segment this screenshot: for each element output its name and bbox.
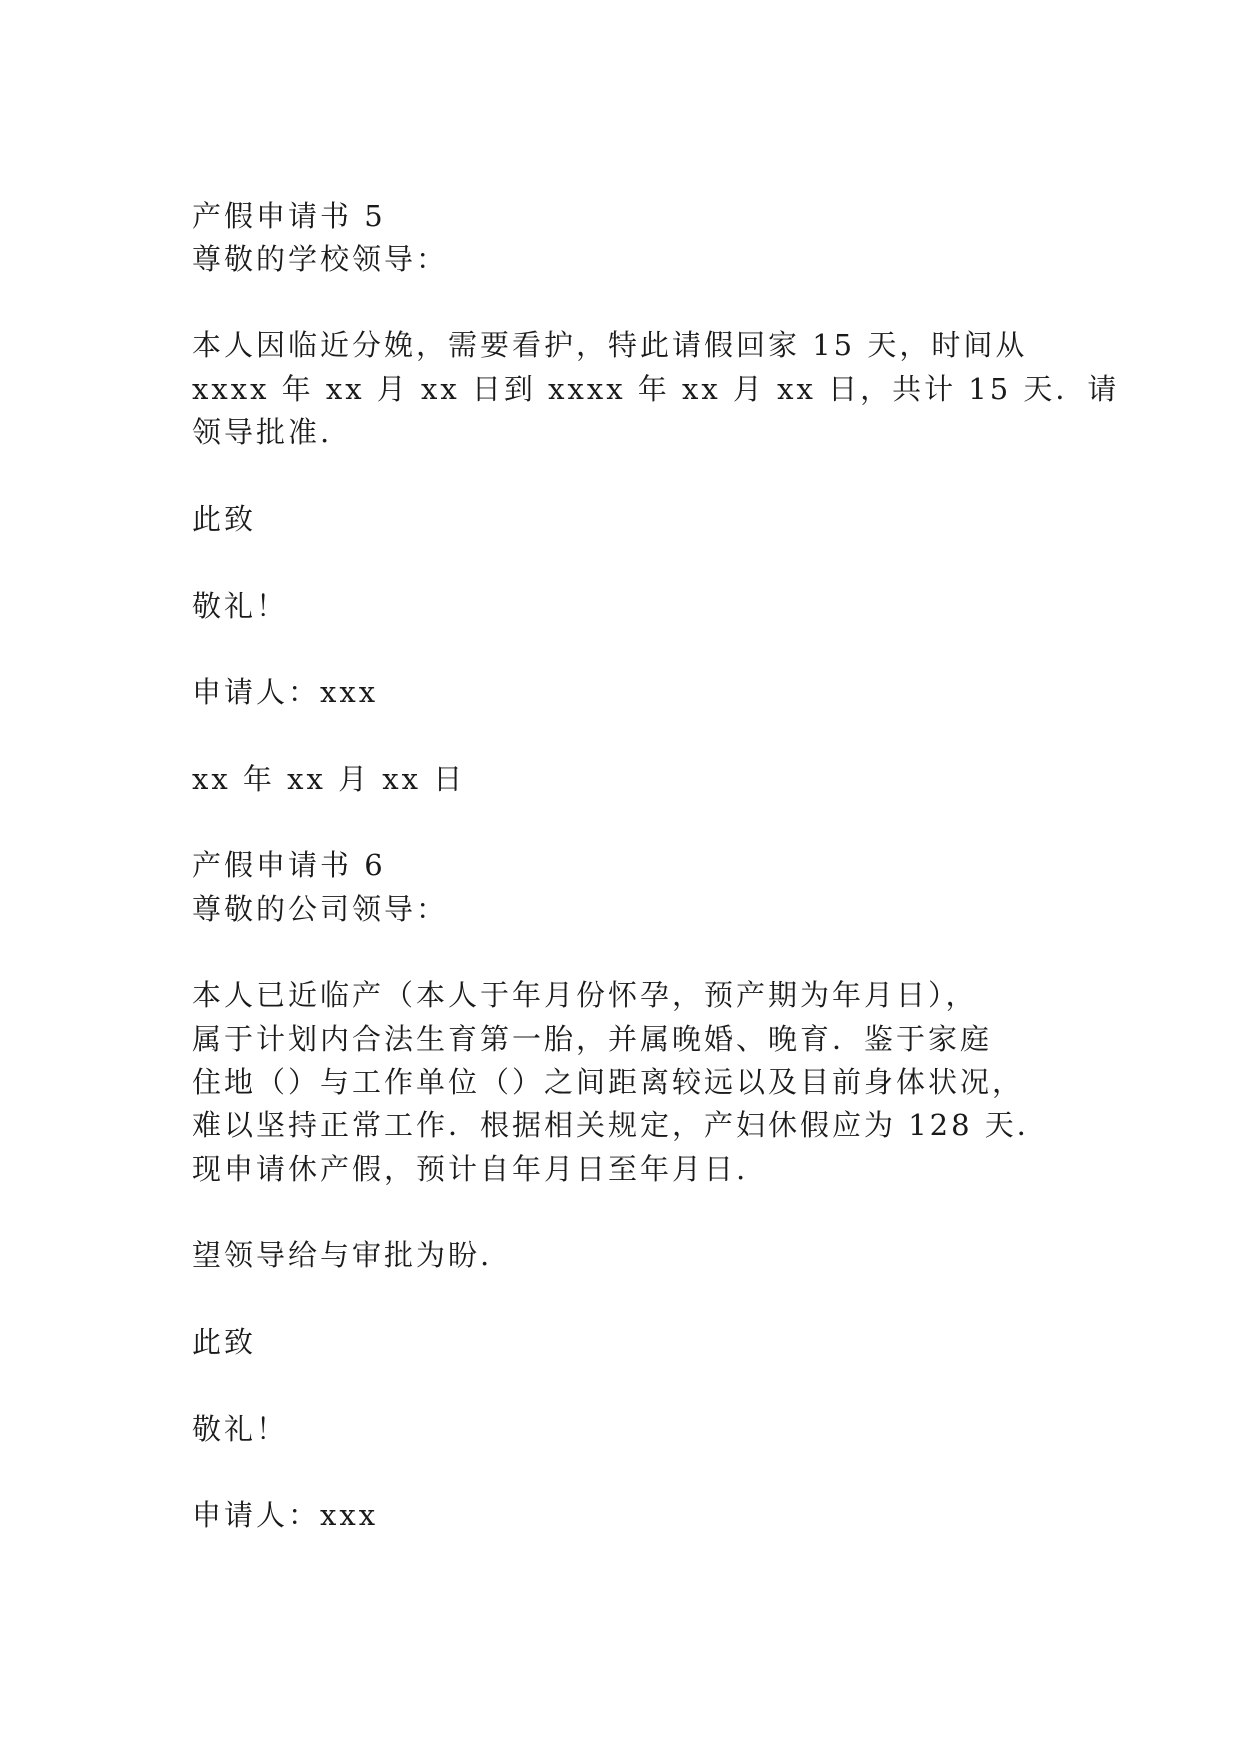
section5-body-line-3: 领导批准. xyxy=(192,415,333,449)
section6-body-line-5: 现申请休产假，预计自年月日至年月日. xyxy=(192,1152,749,1186)
section6-body-line-1: 本人已近临产（本人于年月份怀孕，预产期为年月日）， xyxy=(192,978,978,1012)
section6-body-line-3: 住地（）与工作单位（）之间距离较远以及目前身体状况， xyxy=(192,1065,1025,1099)
section5-body-line-1: 本人因临近分娩，需要看护，特此请假回家 15 天，时间从 xyxy=(192,328,1028,362)
section5-date: xx 年 xx 月 xx 日 xyxy=(192,762,466,796)
section5-title: 产假申请书 5 xyxy=(192,199,386,233)
section6-title: 产假申请书 6 xyxy=(192,848,386,882)
section6-body-line-2: 属于计划内合法生育第一胎，并属晚婚、晚育．鉴于家庭 xyxy=(192,1022,993,1056)
section6-closing: 此致 xyxy=(192,1325,257,1359)
section5-applicant: 申请人：xxx xyxy=(192,675,379,709)
section6-body-line-4: 难以坚持正常工作．根据相关规定，产妇休假应为 128 天． xyxy=(192,1108,1049,1142)
section5-salutation: 尊敬的学校领导： xyxy=(192,242,449,276)
section5-body-line-2: xxxx 年 xx 月 xx 日到 xxxx 年 xx 月 xx 日，共计 15 天．请 xyxy=(192,372,1120,406)
section5-closing: 此致 xyxy=(192,502,257,536)
section6-request: 望领导给与审批为盼. xyxy=(192,1238,493,1272)
section5-regards: 敬礼！ xyxy=(192,589,289,623)
section6-salutation: 尊敬的公司领导： xyxy=(192,892,449,926)
section6-regards: 敬礼！ xyxy=(192,1412,289,1446)
section6-applicant: 申请人：xxx xyxy=(192,1498,379,1532)
